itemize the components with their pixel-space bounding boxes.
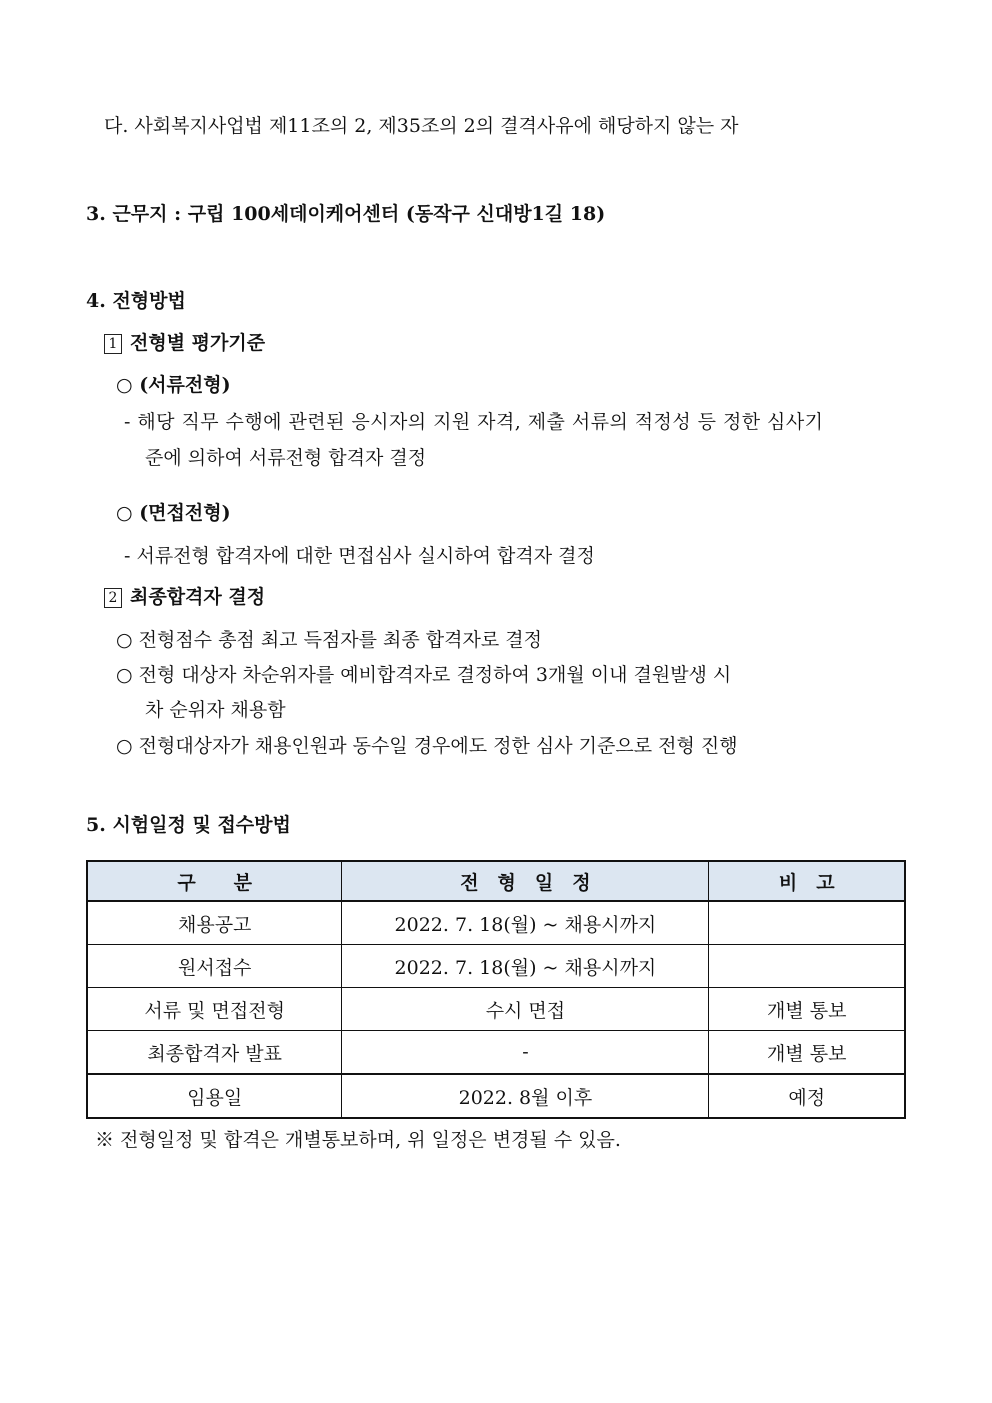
header-category: 구 분 [87,861,342,901]
doc-screening-line2: 준에 의하여 서류전형 합격자 결정 [145,447,427,469]
sub-heading-evaluation-criteria [104,334,265,354]
cell-remarks [709,901,905,945]
cell-schedule: 수시 면접 [342,988,709,1031]
section3-workplace-title: 3. 근무지 : 구립 100세데이케어센터 (동작구 신대방1길 18) [86,203,606,225]
cell-schedule: - [342,1031,709,1075]
section5-title: 5. 시험일정 및 접수방법 [86,814,291,836]
sub-heading-final-decision [104,588,265,608]
final-bullet-1: ○ 전형점수 총점 최고 득점자를 최종 합격자로 결정 [116,629,542,651]
table-row [87,901,905,945]
cell-remarks: 개별 통보 [709,988,905,1031]
table-row [87,1074,905,1118]
table-header-row [87,861,905,901]
sub-heading-text: 전형별 평가기준 [130,332,266,354]
cell-category: 최종합격자 발표 [87,1031,342,1075]
number-box-1: 1 [104,334,122,354]
sub-heading-text: 최종합격자 결정 [130,586,266,608]
cell-category: 채용공고 [87,901,342,945]
header-remarks: 비 고 [709,861,905,901]
cell-schedule: 2022. 7. 18(월) ~ 채용시까지 [342,945,709,988]
table-row [87,988,905,1031]
schedule-table [86,860,906,1119]
cell-category: 원서접수 [87,945,342,988]
schedule-note: ※ 전형일정 및 합격은 개별통보하며, 위 일정은 변경될 수 있음. [95,1129,621,1151]
cell-remarks: 개별 통보 [709,1031,905,1075]
final-bullet-3: ○ 전형대상자가 채용인원과 동수일 경우에도 정한 심사 기준으로 전형 진행 [116,735,738,757]
final-bullet-2-line2: 차 순위자 채용함 [145,699,286,721]
cell-category: 서류 및 면접전형 [87,988,342,1031]
cell-remarks: 예정 [709,1074,905,1118]
doc-screening-line1: - 해당 직무 수행에 관련된 응시자의 지원 자격, 제출 서류의 적정성 등 정한 심사기 [124,411,824,433]
table-row [87,945,905,988]
cell-schedule: 2022. 7. 18(월) ~ 채용시까지 [342,901,709,945]
cell-category: 임용일 [87,1074,342,1118]
doc-screening-heading: ○ (서류전형) [116,374,231,396]
final-bullet-2-line1: ○ 전형 대상자 차순위자를 예비합격자로 결정하여 3개월 이내 결원발생 시 [116,664,732,686]
section4-title: 4. 전형방법 [86,290,186,312]
interview-line1: - 서류전형 합격자에 대한 면접심사 실시하여 합격자 결정 [124,545,595,567]
cell-schedule: 2022. 8월 이후 [342,1074,709,1118]
table-row [87,1031,905,1075]
eligibility-item-da: 다. 사회복지사업법 제11조의 2, 제35조의 2의 결격사유에 해당하지 않는 자 [104,115,739,137]
interview-heading: ○ (면접전형) [116,502,231,524]
cell-remarks [709,945,905,988]
header-schedule: 전 형 일 정 [342,861,709,901]
number-box-2: 2 [104,588,122,608]
